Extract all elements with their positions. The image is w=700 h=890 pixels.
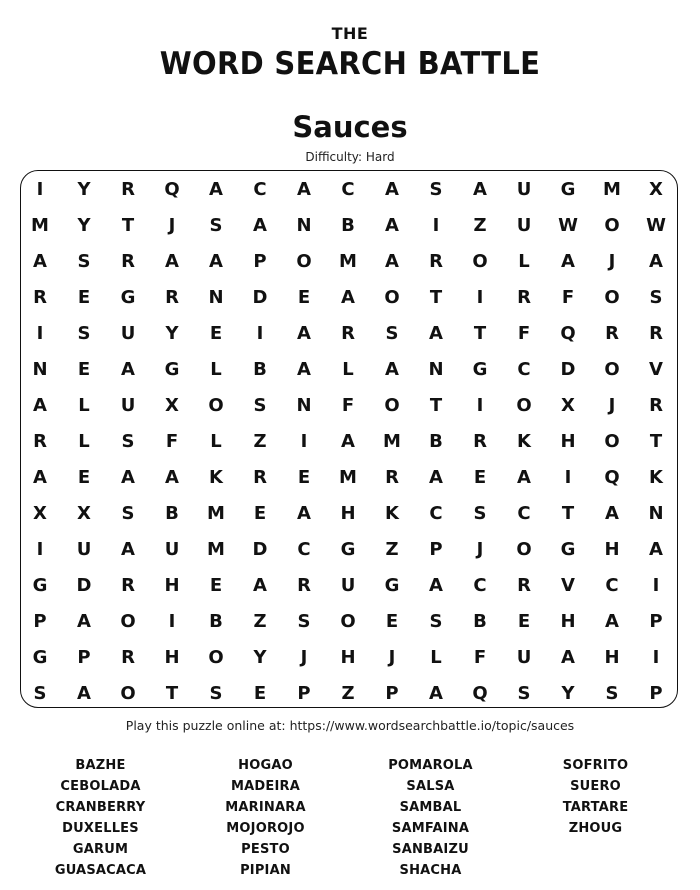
grid-cell[interactable]: E [385,611,399,632]
grid-cell[interactable]: U [164,539,180,560]
word-item: SANBAIZU [392,842,469,857]
grid-cell[interactable]: S [209,683,223,704]
grid-cell[interactable]: T [429,395,443,416]
grid-cell[interactable]: F [517,323,531,344]
grid-cell[interactable]: G [340,539,356,560]
grid-row [18,424,678,460]
grid-cell[interactable]: A [385,251,399,272]
word-item: BAZHE [75,758,126,773]
grid-cell[interactable]: M [603,179,621,200]
grid-row [18,460,678,496]
grid-cell[interactable]: G [560,539,576,560]
grid-cell[interactable]: L [342,359,354,380]
grid-cell[interactable]: A [385,215,399,236]
grid-cell[interactable]: A [561,251,575,272]
grid-cell[interactable]: Z [253,431,267,452]
grid-cell[interactable]: O [604,287,620,308]
grid-cell[interactable]: U [120,323,136,344]
grid-cell[interactable]: F [341,395,355,416]
grid-cell[interactable]: U [340,575,356,596]
grid-cell[interactable]: F [473,647,487,668]
grid-cell[interactable]: P [297,683,311,704]
grid-cell[interactable]: R [649,395,663,416]
grid-cell[interactable]: R [517,287,531,308]
grid-cell[interactable]: A [297,179,311,200]
grid-cell[interactable]: Y [253,647,267,668]
grid-cell[interactable]: O [340,611,356,632]
grid-cell[interactable]: X [33,503,47,524]
grid-cell[interactable]: A [165,467,179,488]
grid-cell[interactable]: P [429,539,443,560]
grid-cell[interactable]: L [210,359,222,380]
grid-cell[interactable]: E [209,323,223,344]
grid-cell[interactable]: T [561,503,575,524]
grid-row [18,244,678,280]
grid-cell[interactable]: I [36,179,44,200]
grid-cell[interactable]: X [561,395,575,416]
grid-cell[interactable]: E [77,467,91,488]
grid-cell[interactable]: C [473,575,487,596]
grid-cell[interactable]: A [253,575,267,596]
grid-cell[interactable]: S [473,503,487,524]
grid-cell[interactable]: P [253,251,267,272]
grid-cell[interactable]: A [165,251,179,272]
grid-cell[interactable]: H [604,539,620,560]
grid-cell[interactable]: F [561,287,575,308]
grid-cell[interactable]: Y [165,323,179,344]
grid-cell[interactable]: O [296,251,312,272]
grid-cell[interactable]: R [341,323,355,344]
grid-cell[interactable]: U [76,539,92,560]
grid-cell[interactable]: R [165,287,179,308]
word-column [183,755,348,881]
word-item: TARTARE [562,800,629,815]
grid-cell[interactable]: U [516,179,532,200]
grid-cell[interactable]: O [208,395,224,416]
grid-cell[interactable]: I [652,575,660,596]
grid-row [18,208,678,244]
grid-cell[interactable]: A [605,503,619,524]
grid-cell[interactable]: Z [253,611,267,632]
grid-cell[interactable]: A [77,611,91,632]
grid-cell[interactable]: R [473,431,487,452]
grid-cell[interactable]: S [33,683,47,704]
grid-cell[interactable]: I [432,215,440,236]
grid-row [18,604,678,640]
grid-cell[interactable]: A [473,179,487,200]
grid-cell[interactable]: R [121,647,135,668]
grid-cell[interactable]: O [516,395,532,416]
grid-cell[interactable]: L [78,395,90,416]
grid-cell[interactable]: N [32,359,48,380]
grid-cell[interactable]: O [472,251,488,272]
grid-cell[interactable]: A [253,215,267,236]
grid-cell[interactable]: A [297,323,311,344]
grid-cell[interactable]: A [429,323,443,344]
grid-cell[interactable]: K [517,431,531,452]
grid-cell[interactable]: U [120,395,136,416]
grid-cell[interactable]: S [605,683,619,704]
grid-cell[interactable]: R [121,179,135,200]
grid-cell[interactable]: A [649,251,663,272]
grid-cell[interactable]: J [608,251,616,272]
grid-cell[interactable]: D [252,287,268,308]
grid-cell[interactable]: Z [473,215,487,236]
grid-cell[interactable]: A [429,467,443,488]
grid-cell[interactable]: O [120,683,136,704]
grid-cell[interactable]: Y [77,215,91,236]
grid-cell[interactable]: N [208,287,224,308]
grid-cell[interactable]: Q [604,467,620,488]
word-list [18,755,678,881]
grid-cell[interactable]: W [558,215,578,236]
grid-cell[interactable]: M [339,467,357,488]
grid-cell[interactable]: P [33,611,47,632]
grid-cell[interactable]: P [649,683,663,704]
grid-cell[interactable]: G [32,575,48,596]
grid-cell[interactable]: H [560,611,576,632]
grid-cell[interactable]: G [384,575,400,596]
grid-cell[interactable]: A [209,251,223,272]
grid-cell[interactable]: C [517,359,531,380]
grid-row [18,676,678,712]
grid-cell[interactable]: S [649,287,663,308]
grid-cell[interactable]: T [121,215,135,236]
grid-cell[interactable]: I [476,287,484,308]
grid-cell[interactable]: O [604,359,620,380]
grid-cell[interactable]: B [165,503,179,524]
grid-cell[interactable]: K [209,467,223,488]
grid-cell[interactable]: A [33,467,47,488]
grid-cell[interactable]: I [256,323,264,344]
grid-cell[interactable]: X [649,179,663,200]
grid-cell[interactable]: I [476,395,484,416]
grid-cell[interactable]: E [253,503,267,524]
grid-cell[interactable]: O [384,287,400,308]
grid-cell[interactable]: V [649,359,663,380]
grid-cell[interactable]: A [33,395,47,416]
grid-cell[interactable]: C [605,575,619,596]
grid-row [18,316,678,352]
grid-cell[interactable]: A [429,575,443,596]
grid-cell[interactable]: D [76,575,92,596]
difficulty-label: Difficulty: Hard [305,150,395,164]
word-item: SHACHA [399,863,462,878]
grid-cell[interactable]: R [33,431,47,452]
grid-cell[interactable]: G [472,359,488,380]
grid-cell[interactable]: L [518,251,530,272]
grid-cell[interactable]: G [120,287,136,308]
grid-row [18,352,678,388]
grid-cell[interactable]: H [604,647,620,668]
brand-the: THE [331,24,369,43]
grid-cell[interactable]: E [77,287,91,308]
word-item: MADEIRA [231,779,300,794]
grid-cell[interactable]: P [385,683,399,704]
grid-row [18,532,678,568]
word-item: DUXELLES [62,821,139,836]
grid-cell[interactable]: G [560,179,576,200]
grid-cell[interactable]: I [564,467,572,488]
grid-cell[interactable]: G [32,647,48,668]
word-item: HOGAO [238,758,293,773]
grid-cell[interactable]: I [652,647,660,668]
grid-cell[interactable]: Z [385,539,399,560]
word-item: PIPIAN [240,863,291,878]
grid-cell[interactable]: R [649,323,663,344]
grid-cell[interactable]: R [121,251,135,272]
grid-cell[interactable]: R [429,251,443,272]
grid-cell[interactable]: E [297,287,311,308]
grid-cell[interactable]: T [473,323,487,344]
grid-cell[interactable]: A [385,359,399,380]
grid-cell[interactable]: T [165,683,179,704]
grid-cell[interactable]: I [300,431,308,452]
grid-row [18,640,678,676]
grid-cell[interactable]: N [428,359,444,380]
word-item: MOJOROJO [226,821,305,836]
grid-cell[interactable]: L [78,431,90,452]
grid-cell[interactable]: J [608,395,616,416]
grid-cell[interactable]: H [164,575,180,596]
grid-cell[interactable]: A [517,467,531,488]
grid-cell[interactable]: H [340,503,356,524]
grid-cell[interactable]: A [121,539,135,560]
grid-cell[interactable]: D [560,359,576,380]
grid-cell[interactable]: K [385,503,399,524]
online-link-note: Play this puzzle online at: https://www.wordsearchbattle.io/topic/sauces [125,718,575,733]
grid-cell[interactable]: R [517,575,531,596]
grid-cell[interactable]: Q [472,683,488,704]
grid-cell[interactable]: N [648,503,664,524]
grid-cell[interactable]: F [165,431,179,452]
grid-cell[interactable]: Z [341,683,355,704]
grid-cell[interactable]: J [388,647,396,668]
grid-row [18,568,678,604]
grid-cell[interactable]: J [300,647,308,668]
grid-row [18,388,678,424]
grid-cell[interactable]: S [429,611,443,632]
word-item: SUERO [570,779,621,794]
grid-cell[interactable]: Q [560,323,576,344]
grid-cell[interactable]: O [120,611,136,632]
word-item: SOFRITO [562,758,629,773]
grid-cell[interactable]: Y [561,683,575,704]
grid-cell[interactable]: X [77,503,91,524]
grid-cell[interactable]: B [473,611,487,632]
grid-cell[interactable]: A [605,611,619,632]
grid-cell[interactable]: B [209,611,223,632]
grid-cell[interactable]: O [604,215,620,236]
grid-cell[interactable]: Y [77,179,91,200]
grid-cell[interactable]: S [121,431,135,452]
grid-cell[interactable]: M [339,251,357,272]
grid-cell[interactable]: E [77,359,91,380]
grid-row [18,280,678,316]
grid-cell[interactable]: H [340,647,356,668]
grid-cell[interactable]: O [384,395,400,416]
grid-cell[interactable]: J [476,539,484,560]
grid-cell[interactable]: A [77,683,91,704]
grid-cell[interactable]: A [209,179,223,200]
grid-cell[interactable]: O [516,539,532,560]
grid-cell[interactable]: C [341,179,355,200]
word-item: PESTO [241,842,290,857]
word-item: POMAROLA [388,758,473,773]
word-column [513,755,678,881]
grid-cell[interactable]: H [164,647,180,668]
grid-cell[interactable]: S [121,503,135,524]
grid-cell[interactable]: O [208,647,224,668]
grid-cell[interactable]: A [121,467,135,488]
grid-cell[interactable]: T [429,287,443,308]
grid-cell[interactable]: A [121,359,135,380]
grid-cell[interactable]: E [209,575,223,596]
grid-cell[interactable]: A [649,539,663,560]
grid-cell[interactable]: M [207,503,225,524]
grid-cell[interactable]: C [517,503,531,524]
grid-cell[interactable]: E [517,611,531,632]
grid-cell[interactable]: S [77,251,91,272]
grid-cell[interactable]: R [253,467,267,488]
grid-cell[interactable]: A [429,683,443,704]
grid-cell[interactable]: M [207,539,225,560]
grid-cell[interactable]: W [646,215,666,236]
grid-cell[interactable]: A [561,647,575,668]
grid-cell[interactable]: M [383,431,401,452]
word-item: ZHOUG [568,821,623,836]
grid-cell[interactable]: C [297,539,311,560]
grid-cell[interactable]: I [36,539,44,560]
grid-cell[interactable]: M [31,215,49,236]
grid-cell[interactable]: T [649,431,663,452]
grid-cell[interactable]: U [516,647,532,668]
word-item: CEBOLADA [60,779,141,794]
grid-cell[interactable]: G [164,359,180,380]
word-column [18,755,183,881]
word-item: SALSA [406,779,455,794]
grid-cell[interactable]: B [341,215,355,236]
grid-cell[interactable]: U [516,215,532,236]
grid-cell[interactable]: C [429,503,443,524]
grid-cell[interactable]: S [77,323,91,344]
grid-cell[interactable]: O [604,431,620,452]
grid-cell[interactable]: S [297,611,311,632]
word-item: SAMFAINA [391,821,470,836]
letter-grid[interactable] [18,172,678,712]
grid-cell[interactable]: K [649,467,663,488]
grid-cell[interactable]: A [385,179,399,200]
grid-cell[interactable]: R [297,575,311,596]
brand-logo: WORD SEARCH BATTLE [159,44,541,82]
grid-cell[interactable]: A [341,431,355,452]
grid-cell[interactable]: B [253,359,267,380]
grid-cell[interactable]: P [649,611,663,632]
word-item: SAMBAL [399,800,462,815]
grid-cell[interactable]: R [121,575,135,596]
grid-cell[interactable]: S [517,683,531,704]
grid-cell[interactable]: N [296,215,312,236]
grid-cell[interactable]: A [297,503,311,524]
grid-cell[interactable]: I [36,323,44,344]
grid-cell[interactable]: A [341,287,355,308]
grid-cell[interactable]: S [429,179,443,200]
word-item: GUASACACA [54,863,147,878]
grid-cell[interactable]: R [33,287,47,308]
grid-cell[interactable]: E [297,467,311,488]
grid-row [18,496,678,532]
grid-cell[interactable]: P [77,647,91,668]
grid-cell[interactable]: E [253,683,267,704]
grid-cell[interactable]: S [253,395,267,416]
grid-cell[interactable]: A [33,251,47,272]
grid-cell[interactable]: R [385,467,399,488]
word-column [348,755,513,881]
grid-cell[interactable]: J [168,215,176,236]
grid-cell[interactable]: B [429,431,443,452]
grid-cell[interactable]: H [560,431,576,452]
grid-cell[interactable]: N [296,395,312,416]
puzzle-title: Sauces [292,110,408,144]
grid-cell[interactable]: D [252,539,268,560]
grid-row [18,172,678,208]
word-item: MARINARA [225,800,306,815]
grid-cell[interactable]: S [209,215,223,236]
grid-cell[interactable]: I [168,611,176,632]
grid-cell[interactable]: L [210,431,222,452]
grid-cell[interactable]: S [385,323,399,344]
grid-cell[interactable]: A [297,359,311,380]
grid-cell[interactable]: R [605,323,619,344]
grid-cell[interactable]: L [430,647,442,668]
grid-cell[interactable]: E [473,467,487,488]
word-item: CRANBERRY [55,800,146,815]
grid-cell[interactable]: V [561,575,575,596]
grid-cell[interactable]: Q [164,179,180,200]
grid-cell[interactable]: C [253,179,267,200]
word-item: GARUM [72,842,129,857]
grid-cell[interactable]: X [165,395,179,416]
